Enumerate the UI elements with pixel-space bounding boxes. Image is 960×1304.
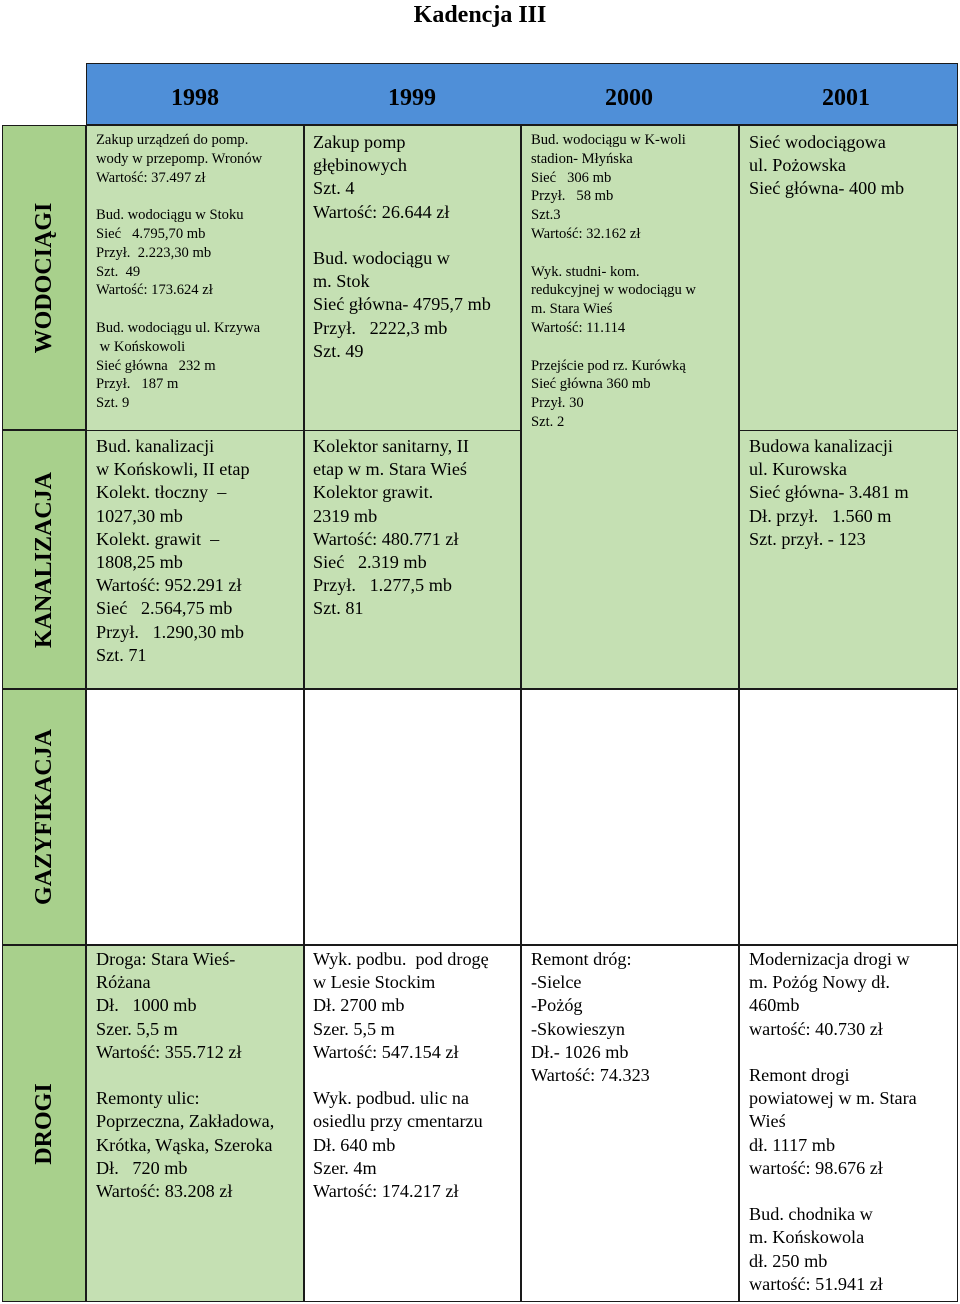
page-title: Kadencja III bbox=[413, 2, 547, 28]
row-divider bbox=[304, 430, 521, 431]
cell-wodociagi-1999: Zakup pomp głębinowych Szt. 4 Wartość: 26.644 zł Bud. wodociągu w m. Stok Sieć główna- 4795,7 mb Przył. 2222,3 mb Szt. 49 bbox=[313, 132, 491, 361]
row-label-drogi-text: DROGI bbox=[31, 1082, 57, 1165]
cell-2001-wodociagi-kanalizacja bbox=[739, 125, 958, 689]
year-header bbox=[86, 63, 958, 125]
cell-gazyfikacja-2000 bbox=[521, 689, 739, 945]
row-label-drogi bbox=[2, 945, 86, 1302]
year-2001: 2001 bbox=[822, 85, 870, 111]
row-label-kanalizacja bbox=[2, 430, 86, 689]
cell-gazyfikacja-2001 bbox=[739, 689, 958, 945]
cell-1999-wodociagi-kanalizacja bbox=[304, 125, 521, 689]
cell-kanalizacja-1998: Bud. kanalizacji w Końskowli, II etap Kolekt. tłoczny – 1027,30 mb Kolekt. grawit – 1808,25 mb Wartość: 952.291 zł Sieć 2.564,75 mb Przył. 1.290,30 mb Szt. 71 bbox=[96, 436, 250, 665]
cell-2000-wodociagi-kanalizacja bbox=[521, 125, 739, 689]
row-label-gazyfikacja-text: GAZYFIKACJA bbox=[31, 728, 57, 906]
cell-drogi-1999 bbox=[304, 945, 521, 1302]
cell-drogi-2000-text: Remont dróg: -Sielce -Pożóg -Skowieszyn Dł.- 1026 mb Wartość: 74.323 bbox=[531, 949, 650, 1086]
row-label-gazyfikacja bbox=[2, 689, 86, 945]
cell-wodociagi-2001: Sieć wodociągowa ul. Pożowska Sieć główna- 400 mb bbox=[749, 132, 905, 199]
cell-1998-wodociagi-kanalizacja bbox=[86, 125, 304, 689]
row-divider bbox=[86, 430, 304, 431]
cell-drogi-1999-text: Wyk. podbu. pod drogę w Lesie Stockim Dł. 2700 mb Szer. 5,5 m Wartość: 547.154 zł Wyk. podbud. ulic na osiedlu przy cmentarzu Dł. 640 mb Szer. 4m Wartość: 174.217 zł bbox=[313, 949, 489, 1202]
cell-drogi-2001-text: Modernizacja drogi w m. Pożóg Nowy dł. 460mb wartość: 40.730 zł Remont drogi powiatowej w m. Stara Wieś dł. 1117 mb wartość: 98.676 zł Bud. chodnika w m. Końskowola dł. 250 mb wartość: 51.941 zł bbox=[749, 949, 917, 1294]
cell-kanalizacja-2001: Budowa kanalizacji ul. Kurowska Sieć główna- 3.481 m Dł. przył. 1.560 m Szt. przył. - 123 bbox=[749, 436, 909, 549]
cell-gazyfikacja-1998 bbox=[86, 689, 304, 945]
row-label-wodociagi-text: WODOCIĄGI bbox=[31, 202, 57, 353]
cell-kanalizacja-1999: Kolektor sanitarny, II etap w m. Stara Wieś Kolektor grawit. 2319 mb Wartość: 480.771 zł Sieć 2.319 mb Przył. 1.277,5 mb Szt. 81 bbox=[313, 436, 469, 619]
cell-drogi-1998-text: Droga: Stara Wieś- Różana Dł. 1000 mb Szer. 5,5 m Wartość: 355.712 zł Remonty ulic: Poprzeczna, Zakładowa, Krótka, Wąska, Szeroka Dł. 720 mb Wartość: 83.208 zł bbox=[96, 949, 275, 1202]
cell-drogi-2000 bbox=[521, 945, 739, 1302]
cell-drogi-1998 bbox=[86, 945, 304, 1302]
cell-wodociagi-1998: Zakup urządzeń do pomp. wody w przepomp. Wronów Wartość: 37.497 zł Bud. wodociągu w Stoku Sieć 4.795,70 mb Przył. 2.223,30 mb Szt. 49 Wartość: 173.624 zł Bud. wodociągu ul. Krzywa w Końskowoli Sieć główna 232 m Przył. 187 m Szt. 9 bbox=[96, 132, 263, 412]
cell-gazyfikacja-1999 bbox=[304, 689, 521, 945]
year-2000: 2000 bbox=[605, 85, 653, 111]
year-1999: 1999 bbox=[388, 85, 436, 111]
row-label-wodociagi bbox=[2, 125, 86, 430]
year-1998: 1998 bbox=[171, 85, 219, 111]
cell-wodociagi-2000: Bud. wodociągu w K-woli stadion- Młyńska Sieć 306 mb Przył. 58 mb Szt.3 Wartość: 32.162 zł Wyk. studni- kom. redukcyjnej w wodociągu w m. Stara Wieś Wartość: 11.114 Przejście pod rz. Kurówką Sieć główna 360 mb Przył. 30 Szt. 2 bbox=[531, 132, 696, 430]
row-divider bbox=[739, 430, 958, 431]
cell-drogi-2001 bbox=[739, 945, 958, 1302]
row-label-kanalizacja-text: KANALIZACJA bbox=[31, 471, 57, 648]
